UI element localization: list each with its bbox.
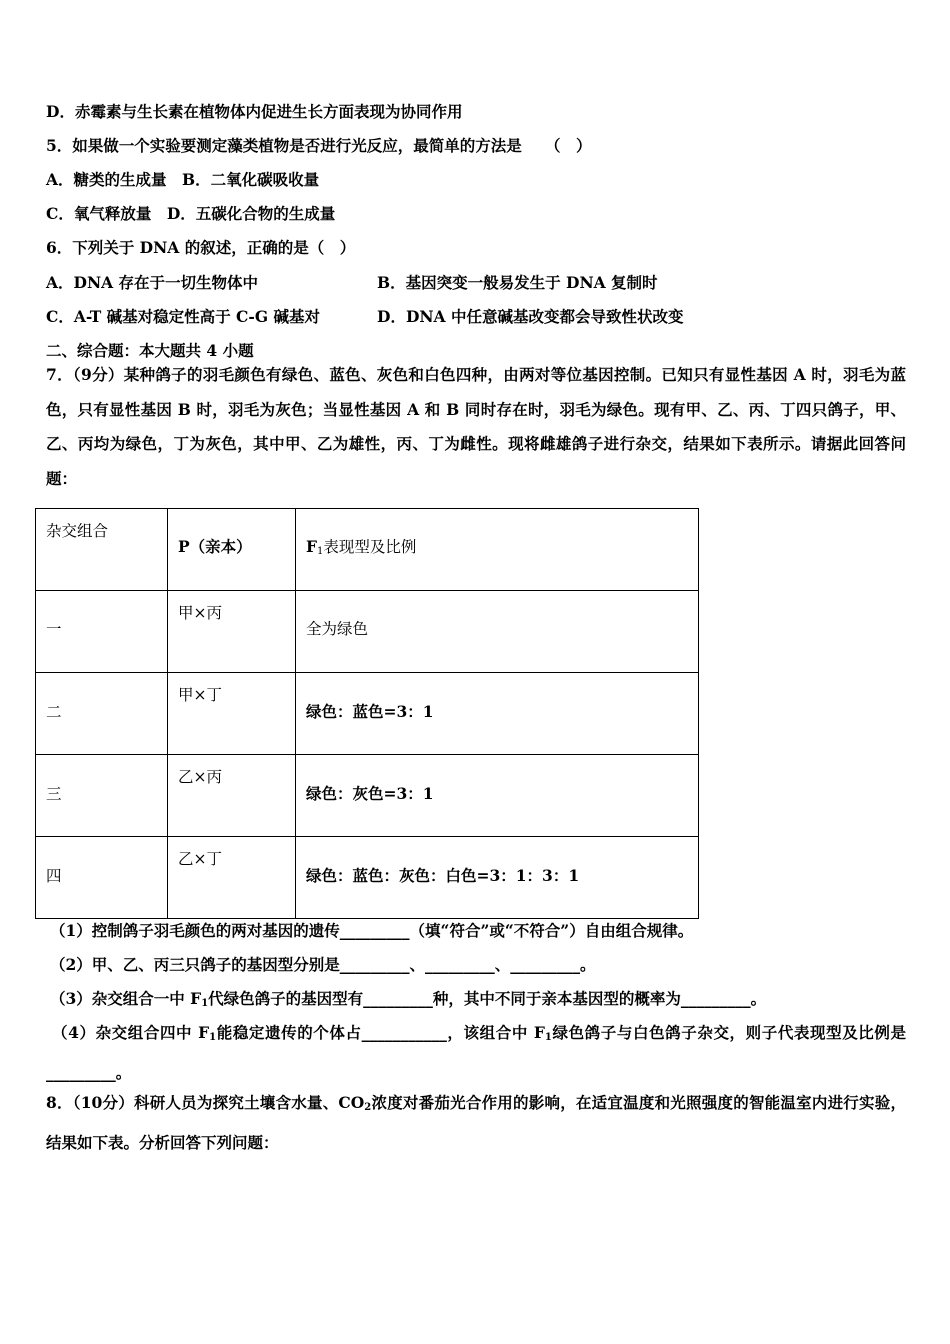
- parents: 乙×丙: [178, 768, 222, 786]
- question-7-sub-4: （4）杂交组合四中 $F_1$能稳定遗传的个体占___________，该组合中 $F_1$绿色鸽子与白色鸽子杂交，则子代表现型及比例是_________。: [46, 1023, 907, 1082]
- table-row: [36, 837, 699, 919]
- table-row: [36, 673, 699, 755]
- question-7-sub-3: （3）杂交组合一中 $F_1$代绿色鸽子的基因型有_________种，其中不同于亲本基因型的概率为_________。: [50, 989, 767, 1009]
- parents: 甲×丁: [178, 686, 222, 704]
- question-6-option-d: D．DNA 中任意碱基改变都会导致性状改变: [377, 307, 684, 326]
- header-f1-phenotype: $F_1$表现型及比例: [306, 537, 417, 557]
- question-7-sub-2: （2）甲、乙、丙三只鸽子的基因型分别是_________、_________、_________。: [50, 955, 596, 974]
- question-6: 6．下列关于 DNA 的叙述，正确的是（ ）: [46, 238, 356, 257]
- option-d-previous: D．赤霉素与生长素在植物体内促进生长方面表现为协同作用: [46, 102, 463, 121]
- f1-result: 绿色：蓝色=3：1: [306, 702, 434, 721]
- question-8-intro: 8．（10分）科研人员为探究土壤含水量、$CO_2$浓度对番茄光合作用的影响，在适宜温度和光照强度的智能温室内进行实验，结果如下表。分析回答下列问题：: [46, 1093, 906, 1152]
- f1-result: 绿色：灰色=3：1: [306, 784, 434, 803]
- question-7-intro: 7．（9分）某种鸽子的羽毛颜色有绿色、蓝色、灰色和白色四种，由两对等位基因控制。已知只有显性基因 A 时，羽毛为蓝色，只有显性基因 B 时，羽毛为灰色；当显性基因 A 和 B 同时存在时，羽毛为绿色。现有甲、乙、丙、丁四只鸽子，甲、乙、丙均为绿色，丁为灰色，其中甲、乙为雄性，丙、丁为雌性。现将雌雄鸽子进行杂交，结果如下表所示。请据此回答问题：: [46, 365, 906, 488]
- header-cross-group: 杂交组合: [46, 522, 109, 540]
- f1-result: 全为绿色: [306, 620, 369, 638]
- question-5-options-cd: C．氧气释放量 D．五碳化合物的生成量: [46, 204, 336, 223]
- parents: 甲×丙: [178, 604, 222, 622]
- question-6-option-a: A．DNA 存在于一切生物体中: [46, 273, 259, 292]
- f1-result: 绿色：蓝色：灰色：白色=3：1：3：1: [306, 866, 580, 885]
- header-parents: P（亲本）: [178, 537, 252, 556]
- cross-group: 一: [46, 620, 62, 638]
- cross-group: 四: [46, 867, 62, 885]
- question-7-sub-1: （1）控制鸽子羽毛颜色的两对基因的遗传_________（填“符合”或“不符合”）自由组合规律。: [50, 921, 694, 940]
- table-header-row: [36, 509, 699, 591]
- cross-group: 三: [46, 785, 62, 803]
- cross-group: 二: [46, 703, 62, 721]
- question-6-option-b: B．基因突变一般易发生于 DNA 复制时: [377, 273, 658, 292]
- question-5: 5．如果做一个实验要测定藻类植物是否进行光反应，最简单的方法是 （ ）: [46, 136, 592, 155]
- question-5-options-ab: A．糖类的生成量 B．二氧化碳吸收量: [46, 170, 320, 189]
- table-row: [36, 591, 699, 673]
- question-6-option-c: C．A-T 碱基对稳定性高于 C-G 碱基对: [46, 307, 320, 326]
- section-heading: 二、综合题：本大题共 4 小题: [46, 341, 254, 360]
- cross-results-table: [35, 508, 699, 919]
- table-row: [36, 755, 699, 837]
- parents: 乙×丁: [178, 850, 222, 868]
